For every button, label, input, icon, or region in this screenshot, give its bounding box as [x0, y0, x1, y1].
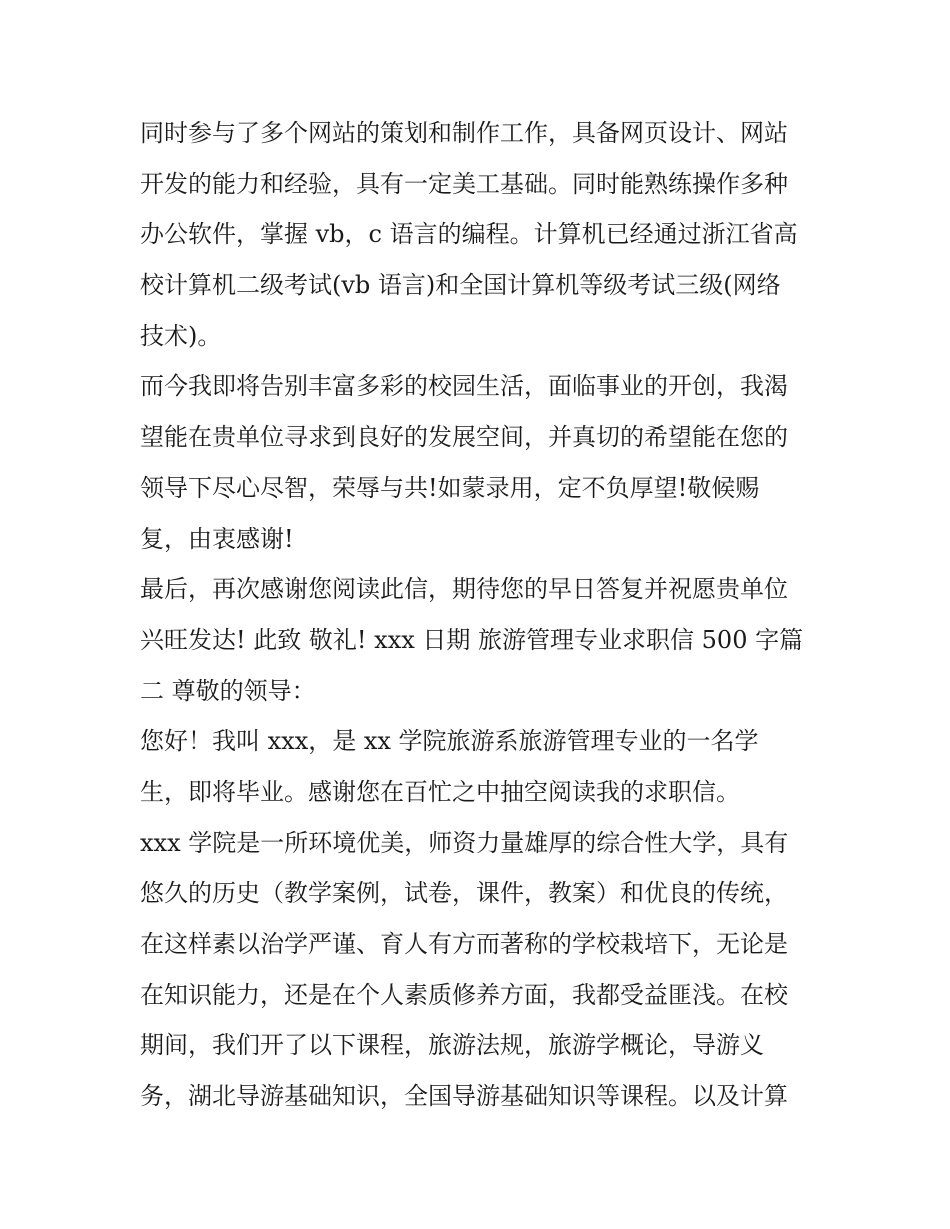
text-line: 期间，我们开了以下课程，旅游法规，旅游学概论，导游义 — [140, 1031, 764, 1060]
text-line: 开发的能力和经验，具有一定美工基础。同时能熟练操作多种 — [140, 169, 788, 198]
text-line: 您好！我叫 xxx，是 xx 学院旅游系旅游管理专业的一名学 — [140, 727, 759, 756]
text-line: 办公软件，掌握 vb，c 语言的编程。计算机已经通过浙江省高 — [140, 220, 798, 249]
text-line: 兴旺发达! 此致 敬礼! xxx 日期 旅游管理专业求职信 500 字篇 — [140, 625, 804, 654]
document-body — [140, 108, 820, 1122]
text-line: 在知识能力，还是在个人素质修养方面，我都受益匪浅。在校 — [140, 980, 788, 1009]
text-line: 务，湖北导游基础知识，全国导游基础知识等课程。以及计算 — [140, 1082, 788, 1111]
text-line: 二 尊敬的领导： — [140, 676, 316, 705]
text-line: 最后，再次感谢您阅读此信，期待您的早日答复并祝愿贵单位 — [140, 575, 788, 604]
text-line: 而今我即将告别丰富多彩的校园生活，面临事业的开创，我渴 — [140, 372, 788, 401]
text-line: 校计算机二级考试(vb 语言)和全国计算机等级考试三级(网络 — [140, 271, 781, 300]
text-line: 领导下尽心尽智，荣辱与共!如蒙录用，定不负厚望!敬候赐 — [140, 473, 760, 502]
text-line: 在这样素以治学严谨、育人有方而著称的学校栽培下，无论是 — [140, 930, 788, 958]
text-line: 悠久的历史（教学案例，试卷，课件，教案）和优良的传统， — [140, 879, 788, 908]
text-line: 技术)。 — [140, 321, 222, 350]
text-line: 同时参与了多个网站的策划和制作工作，具备网页设计、网站 — [140, 119, 788, 147]
text-line: 生，即将毕业。感谢您在百忙之中抽空阅读我的求职信。 — [140, 777, 740, 806]
text-line: xxx 学院是一所环境优美，师资力量雄厚的综合性大学，具有 — [140, 828, 789, 857]
text-line: 复，由衷感谢! — [140, 524, 294, 553]
text-line: 望能在贵单位寻求到良好的发展空间，并真切的希望能在您的 — [140, 423, 788, 452]
